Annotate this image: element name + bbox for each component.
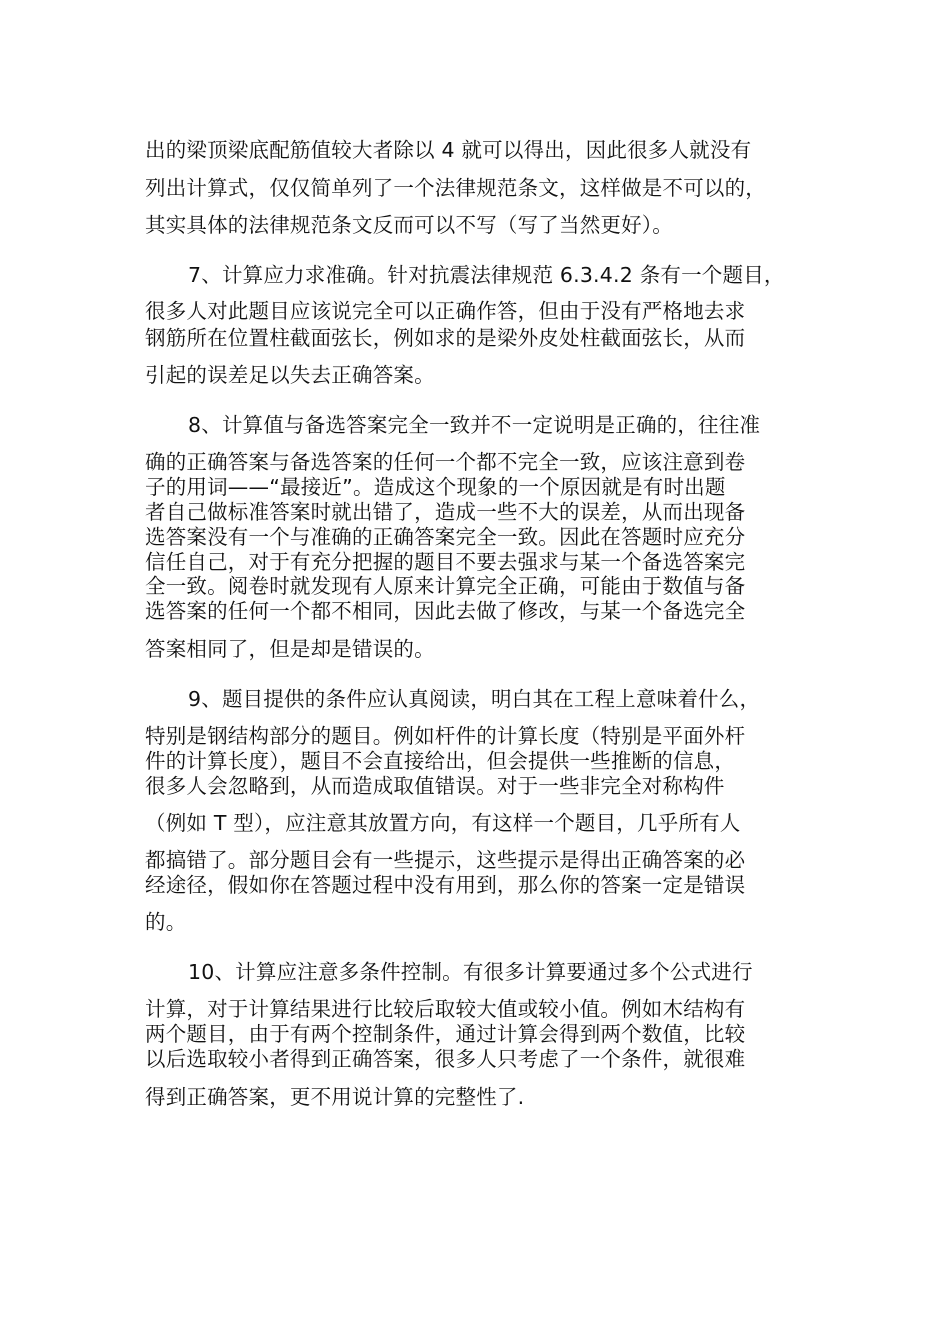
text-line: 全一致。阅卷时就发现有人原来计算完全正确，可能由于数值与备 [145,574,746,598]
text-line: 都搞错了。部分题目会有一些提示，这些提示是得出正确答案的必 [145,848,746,872]
text-line: 的。 [145,910,187,934]
text-line: 计算，对于计算结果进行比较后取较大值或较小值。例如木结构有 [145,997,746,1021]
text-line: 件的计算长度），题目不会直接给出，但会提供一些推断的信息， [145,749,736,773]
text-line: （例如 T 型），应注意其放置方向，有这样一个题目，几乎所有人 [145,811,741,835]
text-line: 10、计算应注意多条件控制。有很多计算要通过多个公式进行 [188,960,753,984]
text-line: 子的用词——“最接近”。造成这个现象的一个原因就是有时出题 [145,475,726,499]
text-line: 9、题目提供的条件应认真阅读，明白其在工程上意味着什么， [188,687,761,711]
text-line: 答案相同了，但是却是错误的。 [145,637,435,661]
text-line: 列出计算式，仅仅简单列了一个法律规范条文，这样做是不可以的， [145,176,766,200]
text-line: 引起的误差足以失去正确答案。 [145,363,435,387]
text-line: 很多人会忽略到，从而造成取值错误。对于一些非完全对称构件 [145,774,725,798]
text-line: 信任自己，对于有充分把握的题目不要去强求与某一个备选答案完 [145,550,746,574]
text-line: 选答案的任何一个都不相同，因此去做了修改，与某一个备选完全 [145,599,746,623]
text-line: 出的梁顶梁底配筋值较大者除以 4 就可以得出，因此很多人就没有 [145,138,752,162]
text-line: 钢筋所在位置柱截面弦长，例如求的是梁外皮处柱截面弦长，从而 [145,326,746,350]
text-line: 特别是钢结构部分的题目。例如杆件的计算长度（特别是平面外杆 [145,724,746,748]
text-line: 其实具体的法律规范条文反而可以不写（写了当然更好）。 [145,213,673,237]
text-line: 得到正确答案，更不用说计算的完整性了. [145,1085,525,1109]
text-line: 者自己做标准答案时就出错了，造成一些不大的误差，从而出现备 [145,500,746,524]
text-line: 两个题目，由于有两个控制条件，通过计算会得到两个数值，比较 [145,1022,746,1046]
text-line: 选答案没有一个与准确的正确答案完全一致。因此在答题时应充分 [145,525,746,549]
text-line: 经途径，假如你在答题过程中没有用到，那么你的答案一定是错误 [145,873,746,897]
text-line: 很多人对此题目应该说完全可以正确作答，但由于没有严格地去求 [145,299,746,323]
text-line: 以后选取较小者得到正确答案，很多人只考虑了一个条件，就很难 [145,1047,746,1071]
text-line: 7、计算应力求准确。针对抗震法律规范 6.3.4.2 条有一个题目， [188,263,785,287]
text-line: 确的正确答案与备选答案的任何一个都不完全一致，应该注意到卷 [145,450,746,474]
text-line: 8、计算值与备选答案完全一致并不一定说明是正确的，往往准 [188,413,761,437]
